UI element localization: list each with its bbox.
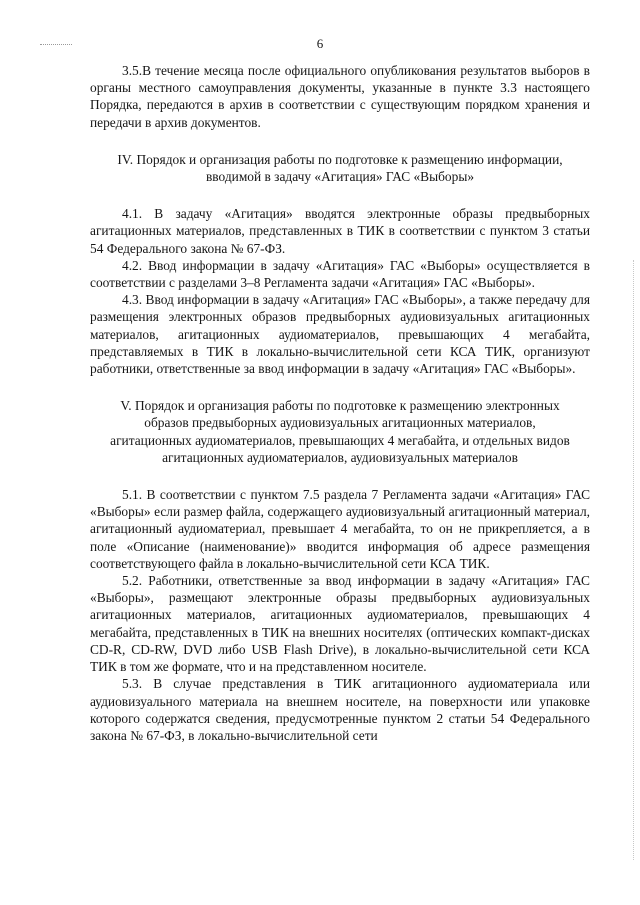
section-v-heading: V. Порядок и организация работы по подготовке к размещению электронных образов предвыборных аудиовизуальных агитационных материалов, агитационных аудиоматериалов, превышающих 4 мегабайта, и отдельных видов агитационных аудиоматериалов, аудиовизуальных материалов bbox=[110, 398, 570, 465]
paragraph-5-3: 5.3. В случае представления в ТИК агитационного аудиоматериала или аудиовизуального материала на внешнем носителе, на поверхности или упаковке которого содержатся сведения, предусмотренные пунктом 2 статьи 54 Федерального закона № 67-ФЗ, в локально-вычислительной сети bbox=[90, 676, 590, 743]
paragraph-4-1: 4.1. В задачу «Агитация» вводятся электронные образы предвыборных агитационных материалов, представленных в ТИК в соответствии с пунктом 3 статьи 54 Федерального закона № 67-ФЗ. bbox=[90, 206, 590, 256]
page-number: 6 bbox=[316, 36, 324, 51]
spacer bbox=[90, 377, 590, 397]
paragraph-3-5: 3.5.В течение месяца после официального опубликования результатов выборов в органы местного самоуправления документы, указанные в пункте 3.3 настоящего Порядка, передаются в архив в соответствии с существующим порядком хранения и передачи в архив документов. bbox=[90, 63, 590, 130]
paragraph-4-3: 4.3. Ввод информации в задачу «Агитация» ГАС «Выборы», а также передачу для размещения электронных образов предвыборных аудиовизуальных агитационных материалов, агитационных аудиоматериалов, превышающих 4 мегабайта, представляемых в ТИК в локально-вычислительной сети КСА ТИК, организуют работники, ответственные за ввод информации в задачу «Агитация» ГАС «Выборы». bbox=[90, 292, 590, 377]
section-iv-heading: IV. Порядок и организация работы по подготовке к размещению информации, вводимой в задачу «Агитация» ГАС «Выборы» bbox=[117, 151, 563, 185]
paragraph-4-2: 4.2. Ввод информации в задачу «Агитация» ГАС «Выборы» осуществляется в соответствии с разделами 3–8 Регламента задачи «Агитация» ГАС «Выборы». bbox=[90, 257, 590, 291]
scan-edge-line bbox=[633, 260, 634, 860]
spacer bbox=[90, 131, 590, 151]
spacer bbox=[90, 185, 590, 205]
paragraph-5-2: 5.2. Работники, ответственные за ввод информации в задачу «Агитация» ГАС «Выборы», размещают электронные образы предвыборных аудиовизуальных агитационных материалов, агитационных аудиоматериалов, превышающих 4 мегабайта, представленных в ТИК на внешних носителях (оптических компакт-дисках CD-R, CD-RW, DVD либо USB Flash Drive), в локально-вычислительной сети КСА ТИК в том же формате, что и на представленном носителе. bbox=[90, 573, 590, 675]
paragraph-5-1: 5.1. В соответствии с пунктом 7.5 раздела 7 Регламента задачи «Агитация» ГАС «Выборы» если размер файла, содержащего аудиовизуальный агитационный материал, агитационный аудиоматериал, превышает 4 мегабайта, то он не прикрепляется, а в поле «Описание (наименование)» вводится информация об адресе размещения соответствующего файла в локально-вычислительной сети КСА ТИК. bbox=[90, 487, 590, 571]
spacer bbox=[90, 466, 590, 486]
document-body bbox=[90, 62, 590, 744]
